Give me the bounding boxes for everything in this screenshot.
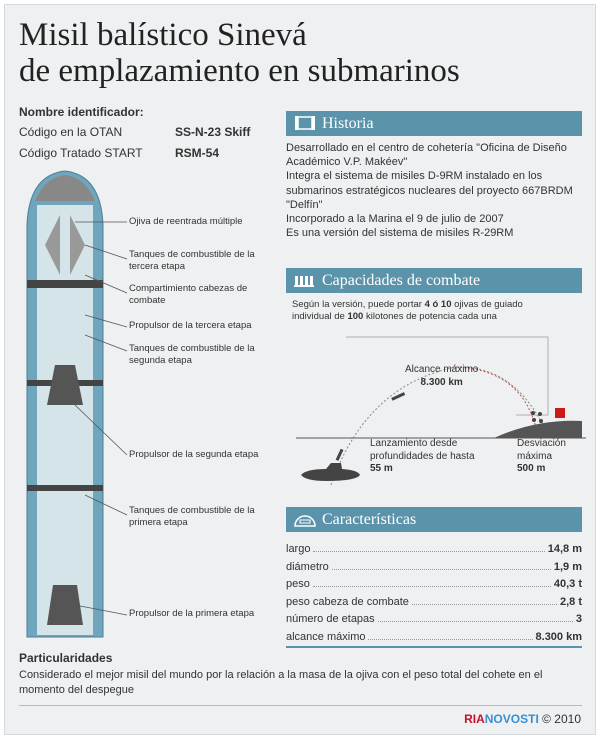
label-first-stage-engine: Propulsor de la primera etapa <box>129 608 255 619</box>
intro-text: kilotones de potencia cada una <box>363 310 497 322</box>
range-label: Alcance máximo <box>405 364 479 375</box>
label-warhead-compartment: Compartimiento cabezas de combate <box>129 283 248 306</box>
divider <box>286 646 582 648</box>
infographic <box>4 4 596 735</box>
warheads-icon <box>294 272 316 288</box>
spec-label: peso <box>286 578 310 590</box>
deviation-value: 500 m <box>517 463 546 474</box>
spec-value: 40,3 t <box>553 578 582 590</box>
historia-line: Integra el sistema de misiles D-9RM instalado en los submarinos estratégicos nucleares del proyecto 667BRDM "Delfín" <box>286 170 573 211</box>
title-line-2: de emplazamiento en submarinos <box>19 53 460 89</box>
particularidades-text: Considerado el mejor misil del mundo por la relación a la masa de la ojiva con el peso total del cohete en el momento del despegue <box>19 669 543 696</box>
protractor-icon <box>294 511 316 527</box>
deviation-label: Desviación máxima <box>517 438 566 462</box>
spec-value: 8.300 km <box>535 630 582 643</box>
capacidades-intro <box>292 299 562 322</box>
submarine-icon <box>301 463 360 481</box>
brand-novosti: NOVOSTI <box>484 712 539 726</box>
intro-warheads: 4 ó 10 <box>424 299 452 310</box>
spec-row <box>286 556 582 573</box>
historia-text <box>286 141 582 240</box>
label-third-stage-tanks: Tanques de combustible de la tercera etapa <box>129 249 255 272</box>
spec-row <box>286 573 582 590</box>
copyright: © 2010 <box>542 712 581 726</box>
spec-row <box>286 608 582 625</box>
caracteristicas-title: Características <box>322 511 417 528</box>
nato-code-value: SS-N-23 Skiff <box>175 125 251 139</box>
deviation-annotation <box>517 438 577 476</box>
spec-label: peso cabeza de combate <box>286 595 409 608</box>
launch-annotation <box>370 438 480 476</box>
caracteristicas-header <box>286 507 582 532</box>
start-code-value: RSM-54 <box>175 146 220 160</box>
spec-value: 2,8 t <box>559 595 582 608</box>
historia-header <box>286 111 582 136</box>
identifier-heading: Nombre identificador: <box>19 105 144 119</box>
historia-line: Incorporado a la Marina el 9 de julio de 2007 <box>286 213 504 226</box>
spec-value: 14,8 m <box>547 543 582 555</box>
capacidades-title: Capacidades de combate <box>322 272 481 289</box>
spec-label: diámetro <box>286 560 329 573</box>
capacidades-header <box>286 268 582 293</box>
intro-text: ojivas de guiado individual de <box>292 299 523 322</box>
range-annotation <box>405 363 478 389</box>
spec-row <box>286 591 582 608</box>
title-line-1: Misil balístico Sinevá <box>19 17 307 53</box>
label-third-stage-engine: Propulsor de la tercera etapa <box>129 320 252 331</box>
label-first-stage-tanks: Tanques de combustible de la primera etapa <box>129 505 255 528</box>
label-second-stage-tanks: Tanques de combustible de la segunda etapa <box>129 343 255 366</box>
intro-text: Según la versión, puede portar <box>292 299 425 310</box>
brand-ria: RIA <box>464 712 485 726</box>
page-title <box>19 17 460 89</box>
historia-line: Es una versión del sistema de misiles R-29RM <box>286 227 514 240</box>
spec-row <box>286 538 582 555</box>
historia-line: Desarrollado en el centro de cohetería "Oficina de Diseño Académico V.P. Makéev" <box>286 142 567 169</box>
spec-label: alcance máximo <box>286 630 366 643</box>
scroll-icon <box>294 115 316 131</box>
nato-code-label: Código en la OTAN <box>19 125 123 139</box>
historia-title: Historia <box>322 115 374 132</box>
particularidades-heading: Particularidades <box>19 651 113 665</box>
spec-value: 3 <box>575 613 582 625</box>
spec-row <box>286 626 582 643</box>
footer <box>464 712 581 726</box>
label-warhead: Ojiva de reentrada múltiple <box>129 216 243 227</box>
target-marker <box>555 408 565 418</box>
spec-label: número de etapas <box>286 613 375 625</box>
spec-label: largo <box>286 543 311 555</box>
range-value: 8.300 km <box>420 377 463 388</box>
launch-label: Lanzamiento desde profundidades de hasta <box>370 438 475 462</box>
spec-value: 1,9 m <box>553 560 582 573</box>
launch-value: 55 m <box>370 463 393 474</box>
start-code-label: Código Tratado START <box>19 146 143 160</box>
footer-divider <box>19 705 582 706</box>
intro-yield: 100 <box>347 310 364 322</box>
label-second-stage-engine: Propulsor de la segunda etapa <box>129 449 259 460</box>
missile-cutaway-diagram <box>5 165 285 645</box>
